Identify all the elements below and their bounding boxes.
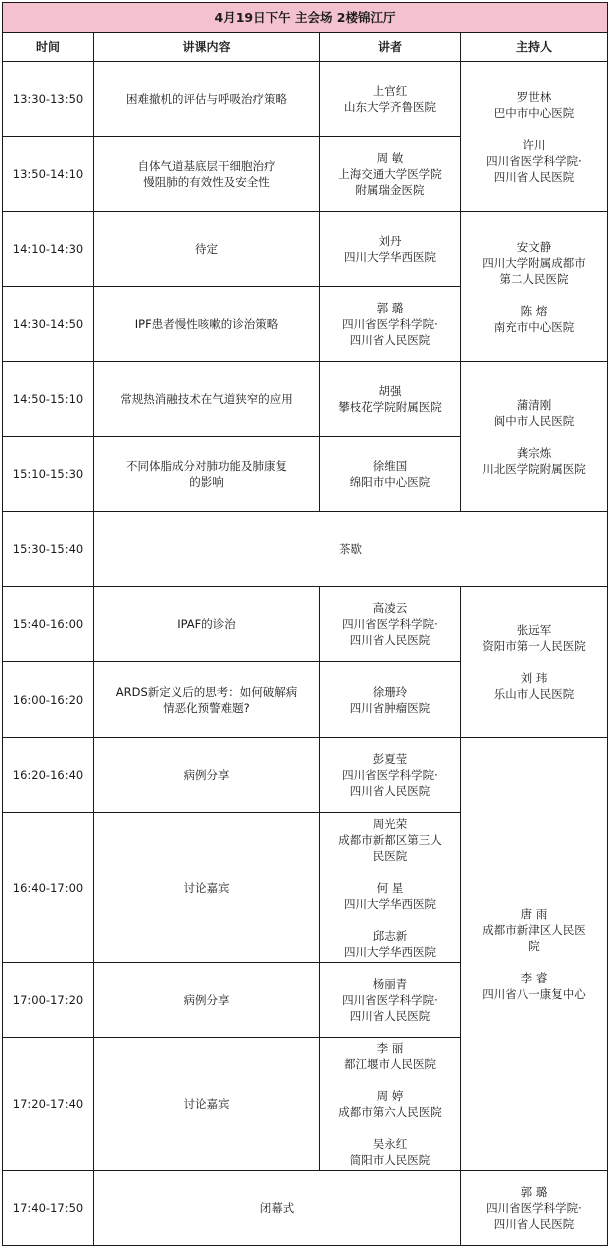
text-line: 简阳市人民医院 — [349, 1153, 431, 1167]
line-spacer — [467, 121, 601, 137]
text-line: 阆中市人民医院 — [493, 413, 575, 428]
text-line: 周 婷 — [376, 1089, 404, 1103]
line-spacer — [326, 912, 454, 928]
text-line: 山东大学齐鲁医院 — [344, 100, 436, 114]
text-line: 待定 — [195, 242, 218, 256]
text-line: 茶歇 — [339, 542, 362, 556]
speaker-cell — [320, 137, 461, 212]
line-spacer — [326, 1072, 454, 1088]
text-line: 病例分享 — [183, 768, 230, 782]
text-line: 四川省医学科学院· — [342, 993, 438, 1007]
text-line: 吴永红 — [372, 1137, 408, 1151]
topic-cell — [94, 813, 320, 963]
text-line: 成都市第六人民医院 — [338, 1105, 442, 1119]
schedule-row — [3, 362, 608, 437]
text-line: 困难撤机的评估与呼吸治疗策略 — [126, 92, 287, 106]
time-cell: 17:00-17:20 — [3, 963, 94, 1038]
speaker-cell — [320, 287, 461, 362]
host-cell — [461, 587, 608, 738]
host-cell — [461, 738, 608, 1171]
text-line: 民医院 — [372, 848, 408, 863]
text-line: 四川省人民医院 — [493, 1217, 575, 1231]
time-cell: 16:00-16:20 — [3, 662, 94, 738]
topic-cell — [94, 512, 608, 587]
text-line: 讨论嘉宾 — [183, 880, 230, 895]
text-line: 四川省医学科学院· — [342, 617, 438, 631]
text-line: 高凌云 — [372, 601, 408, 615]
text-line: 许川 — [522, 137, 546, 152]
time-cell: 17:40-17:50 — [3, 1171, 94, 1246]
time-cell: 15:30-15:40 — [3, 512, 94, 587]
text-line: 郭 璐 — [376, 301, 404, 315]
text-line: 四川省八一康复中心 — [482, 987, 586, 1001]
time-cell: 14:50-15:10 — [3, 362, 94, 437]
text-line: 巴中市中心医院 — [493, 105, 575, 120]
schedule-row — [3, 62, 608, 137]
text-line: 四川省人民医院 — [349, 1009, 431, 1023]
text-line: 上官红 — [372, 84, 408, 98]
text-line: 四川大学华西医院 — [344, 944, 436, 959]
text-line: 陈 熔 — [520, 303, 548, 318]
text-line: 四川大学华西医院 — [344, 896, 436, 911]
topic-cell — [94, 437, 320, 512]
text-line: 上海交通大学医学院 — [338, 167, 442, 181]
text-line: 李 丽 — [376, 1041, 404, 1055]
text-line: 张远军 — [516, 623, 552, 637]
text-line: 自体气道基底层干细胞治疗 — [137, 159, 276, 173]
schedule-row — [3, 512, 608, 587]
text-line: 的影响 — [189, 475, 224, 489]
speaker-cell — [320, 813, 461, 963]
host-cell — [461, 1171, 608, 1246]
text-line: 邱志新 — [372, 928, 408, 943]
speaker-cell — [320, 587, 461, 662]
topic-cell — [94, 587, 320, 662]
text-line: 闭幕式 — [259, 1201, 295, 1215]
text-line: 蒲清刚 — [516, 397, 552, 412]
time-cell: 15:10-15:30 — [3, 437, 94, 512]
line-spacer — [467, 429, 601, 445]
time-cell: 13:50-14:10 — [3, 137, 94, 212]
schedule-row — [3, 738, 608, 813]
text-line: 刘 玮 — [520, 671, 548, 685]
text-line: 罗世林 — [516, 89, 552, 104]
text-line: 四川省人民医院 — [493, 169, 575, 184]
host-cell — [461, 212, 608, 362]
text-line: 四川省医学科学院· — [486, 1201, 582, 1215]
text-line: 院 — [528, 939, 540, 953]
time-cell: 14:30-14:50 — [3, 287, 94, 362]
time-cell: 14:10-14:30 — [3, 212, 94, 287]
text-line: 病例分享 — [183, 993, 230, 1007]
text-line: 情恶化预警难题? — [163, 700, 250, 715]
text-line: 刘丹 — [378, 234, 402, 248]
topic-cell — [94, 1038, 320, 1171]
text-line: 南充市中心医院 — [493, 319, 575, 334]
text-line: 不同体脂成分对肺功能及肺康复 — [126, 459, 287, 473]
time-cell: 16:40-17:00 — [3, 813, 94, 963]
text-line: 第二人民医院 — [499, 271, 569, 286]
text-line: 安文静 — [516, 239, 552, 254]
speaker-cell — [320, 662, 461, 738]
host-cell — [461, 362, 608, 512]
topic-cell — [94, 287, 320, 362]
topic-cell — [94, 662, 320, 738]
speaker-cell — [320, 738, 461, 813]
line-spacer — [467, 954, 601, 970]
text-line: 周光荣 — [372, 816, 408, 831]
text-line: 彭夏莹 — [372, 752, 408, 766]
header-time: 时间 — [3, 33, 94, 62]
header-topic: 讲课内容 — [94, 33, 320, 62]
schedule-sheet — [2, 2, 607, 1245]
time-cell: 13:30-13:50 — [3, 62, 94, 137]
text-line: 徐维国 — [372, 459, 408, 473]
text-line: 四川省医学科学院· — [342, 768, 438, 782]
text-line: IPF患者慢性咳嗽的诊治策略 — [134, 317, 279, 331]
header-host: 主持人 — [461, 33, 608, 62]
text-line: 慢阻肺的有效性及安全性 — [143, 175, 270, 189]
text-line: 何 星 — [376, 880, 404, 895]
header-speaker: 讲者 — [320, 33, 461, 62]
time-cell: 17:20-17:40 — [3, 1038, 94, 1171]
title-row — [3, 3, 608, 33]
text-line: 周 敏 — [376, 151, 404, 165]
speaker-cell — [320, 362, 461, 437]
session-title: 4月19日下午 主会场 2楼锦江厅 — [3, 3, 608, 33]
header-row — [3, 33, 608, 62]
speaker-cell — [320, 212, 461, 287]
line-spacer — [326, 864, 454, 880]
line-spacer — [467, 287, 601, 303]
topic-cell — [94, 738, 320, 813]
line-spacer — [326, 1120, 454, 1136]
topic-cell — [94, 1171, 461, 1246]
topic-cell — [94, 362, 320, 437]
text-line: 资阳市第一人民医院 — [482, 639, 586, 653]
host-cell — [461, 62, 608, 212]
text-line: 成都市新都区第三人 — [338, 832, 442, 847]
text-line: 四川省人民医院 — [349, 633, 431, 647]
text-line: 讨论嘉宾 — [183, 1097, 230, 1111]
text-line: 常规热消融技术在气道狭窄的应用 — [120, 392, 293, 406]
text-line: 攀枝花学院附属医院 — [338, 400, 442, 414]
text-line: 徐珊玲 — [372, 684, 408, 699]
line-spacer — [467, 654, 601, 670]
speaker-cell — [320, 437, 461, 512]
text-line: 杨丽青 — [372, 977, 408, 991]
text-line: 四川大学附属成都市 — [482, 255, 586, 270]
schedule-table — [2, 2, 608, 1246]
text-line: 附属瑞金医院 — [355, 183, 425, 197]
text-line: IPAF的诊治 — [177, 617, 236, 631]
text-line: 胡强 — [378, 384, 402, 398]
text-line: 四川省人民医院 — [349, 784, 431, 798]
schedule-row — [3, 587, 608, 662]
text-line: ARDS新定义后的思考：如何破解病 — [115, 684, 298, 699]
text-line: 四川省医学科学院· — [342, 317, 438, 331]
schedule-row — [3, 1171, 608, 1246]
text-line: 四川省人民医院 — [349, 333, 431, 347]
text-line: 四川省医学科学院· — [486, 153, 582, 168]
text-line: 成都市新津区人民医 — [482, 923, 586, 937]
speaker-cell — [320, 62, 461, 137]
topic-cell — [94, 62, 320, 137]
text-line: 乐山市人民医院 — [493, 687, 575, 701]
text-line: 四川大学华西医院 — [344, 250, 436, 264]
text-line: 绵阳市中心医院 — [349, 475, 431, 489]
topic-cell — [94, 137, 320, 212]
text-line: 四川省肿瘤医院 — [349, 700, 431, 715]
time-cell: 16:20-16:40 — [3, 738, 94, 813]
topic-cell — [94, 212, 320, 287]
text-line: 都江堰市人民医院 — [344, 1057, 436, 1071]
text-line: 李 睿 — [520, 971, 548, 985]
text-line: 郭 璐 — [520, 1185, 548, 1199]
text-line: 川北医学院附属医院 — [482, 461, 586, 476]
speaker-cell — [320, 963, 461, 1038]
schedule-row — [3, 212, 608, 287]
speaker-cell — [320, 1038, 461, 1171]
topic-cell — [94, 963, 320, 1038]
time-cell: 15:40-16:00 — [3, 587, 94, 662]
text-line: 龚宗炼 — [516, 445, 552, 460]
text-line: 唐 雨 — [520, 907, 548, 921]
